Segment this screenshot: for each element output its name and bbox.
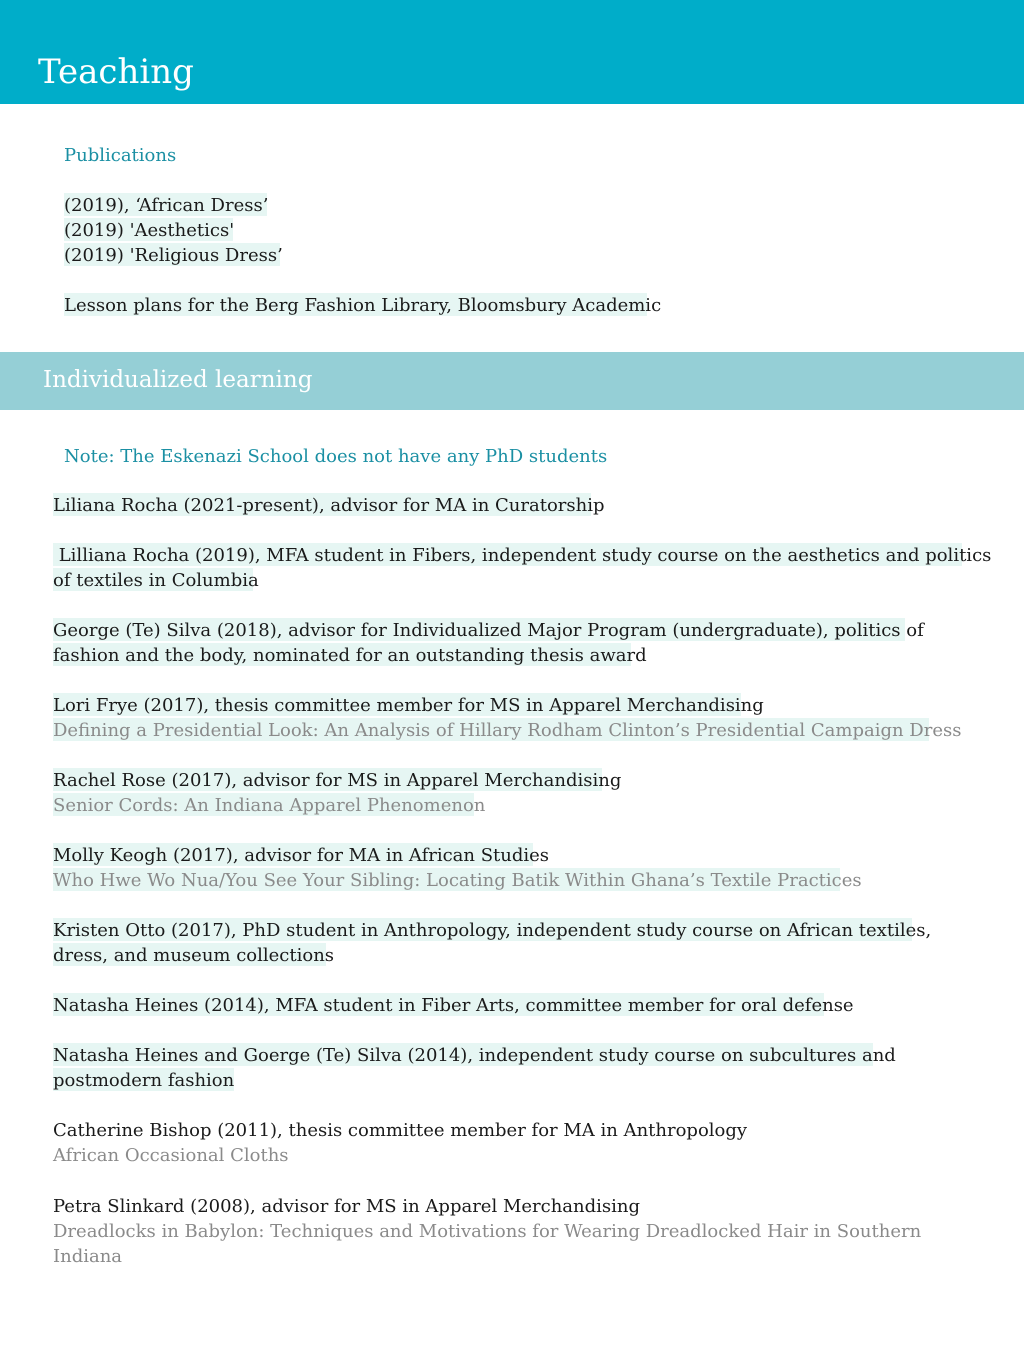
entry-text: Lilliana Rocha (2019), MFA student in Fibers, independent study course on the aesthetics and politics (53, 545, 992, 566)
publication-text: (2019), ‘African Dress’ (64, 195, 269, 216)
learning-title: Individualized learning (43, 367, 313, 393)
entry-text: Liliana Rocha (2021-present), advisor for MA in Curatorship (53, 495, 605, 516)
publication-item (64, 218, 233, 243)
thesis-text: Defining a Presidential Look: An Analysis of Hillary Rodham Clinton’s Presidential Campaign Dress (53, 720, 962, 741)
learning-entry (53, 768, 622, 793)
learning-entry-cont (53, 943, 335, 968)
entry-text: Molly Keogh (2017), advisor for MA in African Studies (53, 845, 550, 866)
thesis-title (53, 718, 962, 743)
publication-text: (2019) 'Religious Dress’ (64, 245, 283, 266)
learning-entry: Petra Slinkard (2008), advisor for MS in Apparel Merchandising (53, 1196, 641, 1217)
thesis-title: African Occasional Cloths (53, 1145, 289, 1166)
learning-entry (53, 843, 550, 868)
teaching-banner (0, 0, 1024, 104)
entry-text: dress, and museum collections (53, 945, 335, 966)
entry-text: Rachel Rose (2017), advisor for MS in Apparel Merchandising (53, 770, 622, 791)
thesis-title: Dreadlocks in Babylon: Techniques and Motivations for Wearing Dreadlocked Hair in Southern (53, 1221, 922, 1242)
learning-entry: Catherine Bishop (2011), thesis committee member for MA in Anthropology (53, 1120, 748, 1141)
publication-text: (2019) 'Aesthetics' (64, 220, 235, 241)
thesis-text: Senior Cords: An Indiana Apparel Phenomenon (53, 795, 486, 816)
thesis-text: Who Hwe Wo Nua/You See Your Sibling: Locating Batik Within Ghana’s Textile Practices (53, 870, 862, 891)
learning-entry (53, 543, 992, 568)
lesson-plans-text: Lesson plans for the Berg Fashion Library, Bloomsbury Academic (64, 295, 662, 316)
entry-text: Kristen Otto (2017), PhD student in Anthropology, independent study course on African textiles, (53, 920, 932, 941)
entry-text: of textiles in Columbia (53, 570, 259, 591)
learning-entry (53, 493, 605, 518)
entry-text: George (Te) Silva (2018), advisor for Individualized Major Program (undergraduate), politics of (53, 620, 924, 641)
phd-note: Note: The Eskenazi School does not have any PhD students (64, 446, 608, 467)
thesis-title (53, 868, 862, 893)
entry-text: Natasha Heines and Goerge (Te) Silva (2014), independent study course on subcultures and (53, 1045, 896, 1066)
learning-banner (0, 352, 1024, 410)
publications-heading: Publications (64, 145, 177, 166)
learning-entry-cont (53, 568, 259, 593)
thesis-title-cont: Indiana (53, 1246, 123, 1267)
teaching-title: Teaching (38, 52, 194, 92)
learning-entry (53, 1043, 896, 1068)
learning-entry (53, 993, 854, 1018)
entry-text: Natasha Heines (2014), MFA student in Fiber Arts, committee member for oral defense (53, 995, 854, 1016)
learning-entry (53, 618, 924, 643)
entry-text: Lori Frye (2017), thesis committee member for MS in Apparel Merchandising (53, 695, 764, 716)
learning-entry-cont (53, 643, 647, 668)
entry-text: postmodern fashion (53, 1070, 235, 1091)
thesis-title (53, 793, 486, 818)
learning-entry-cont (53, 1068, 234, 1093)
publication-item (64, 243, 283, 268)
lesson-plans-item (64, 293, 662, 318)
publication-item (64, 193, 267, 218)
learning-entry (53, 693, 764, 718)
learning-entry (53, 918, 932, 943)
entry-text: fashion and the body, nominated for an outstanding thesis award (53, 645, 647, 666)
